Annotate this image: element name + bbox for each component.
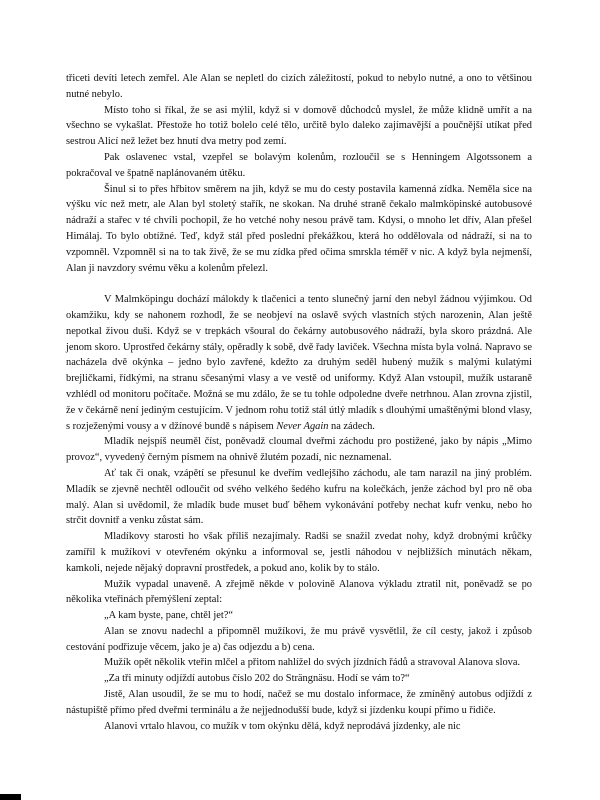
paragraph: Jistě, Alan usoudil, že se mu to hodí, načež se mu dostalo informace, že zmíněný autobus odjíždí z nástupiště přímo před dveřmi terminálu a že nejjednodušší bude, když si jízdenku koupí přímo u řidiče. [66,689,532,716]
paragraph-text: V Malmköpingu dochází málokdy k tlačenici a tento slunečný jarní den nebyl žádnou výjimkou. Od okamžiku, kdy se nahonem rozhodl, že se neobjeví na oslavě svých vlastních stých narozenin, Alan ještě nepotkal živou duši. Když se v trepkách všoural do čekárny autobusového nádraží, byla skoro prázdná. Ale jenom skoro. Uprostřed čekárny stály, opěradly k sobě, dvě řady laviček. Všechna místa byla volná. Napravo se nacházela dvě okýnka – jedno bylo zavřené, kdežto za druhým seděl hubený mužík s malými kulatými brejličkami, řídkými, na stranu sčesanými vlasy a ve vestě od uniformy. Když Alan vstoupil, mužík ustaraně vzhlédl od monitoru počítače. Možná se mu zdálo, že se tu tohle odpoledne dveře netrhnou. Alan zrovna zjistil, že v čekárně není jediným cestujícím. V jednom rohu totiž stál útlý mladík s dlouhými umaštěnými blond vlasy, s rozježenými vousy a v džínové bundě s nápisem [66,294,532,432]
paragraph: Místo toho si říkal, že se asi mýlil, když si v domově důchodců myslel, že může klidně umřít a na všechno se vykašlat. Přestože ho totiž bolelo celé tělo, určitě bylo daleko zajímavější a poučnější utíkat před sestrou Alicí než ležet bez hnutí dva metry pod zemí. [66,104,532,148]
jacket-inscription: Never Again [276,420,329,432]
paragraph: Alan se znovu nadechl a připomněl mužíkovi, že mu právě vysvětlil, že cíl cesty, jakož i způsob cestování podřizuje věcem, jako je a) čas odjezdu a b) cena. [66,625,532,653]
paragraph: Mladík nejspíš neuměl číst, poněvadž cloumal dveřmi záchodu pro postižené, jako by nápis „Mimo provoz“, vyvedený černým písmem na ohnivě žlutém pozadí, nic neznamenal. [66,436,532,464]
dialog-line: „A kam byste, pane, chtěl jet?“ [104,610,233,622]
paragraph: Alanovi vrtalo hlavou, co mužík v tom okýnku dělá, když neprodává jízdenky, ale nic [104,720,461,732]
dialog-line: „Za tři minuty odjíždí autobus číslo 202 do Strängnäsu. Hodí se vám to?“ [104,673,410,685]
paragraph [66,292,532,434]
paragraph: Pak oslavenec vstal, vzepřel se bolavým kolenům, rozloučil se s Henningem Algotssonem a pokračoval ve špatně naplánovaném útěku. [66,151,532,179]
paragraph: třiceti devíti letech zemřel. Ale Alan se nepletl do cizích záležitostí, pokud to nebylo nutné, a ono to většinou nutné nebylo. [66,73,532,100]
paragraph: Mužík opět několik vteřin mlčel a přitom nahlížel do svých jízdních řádů a stravoval Alanova slova. [104,657,521,669]
paragraph: Mladíkovy starosti ho však příliš nezajímaly. Radši se snažil zvedat nohy, když drobnými krůčky zamířil k mužíkovi v otevřeném okýnku a informoval se, jestli náhodou v nejbližších minutách někam, kamkoli, nejede nějaký dopravní prostředek, a pokud ano, kolik by to stálo. [66,531,532,574]
paragraph: Šinul si to přes hřbitov směrem na jih, když se mu do cesty postavila kamenná zídka. Neměla sice na výšku víc než metr, ale Alan byl stoletý stařík, ne skokan. Na druhé straně čekalo malmköpinské autobusové nádraží a stařec v té chvíli pochopil, že ho vetché nohy nesou právě tam. Kdysi, o mnoho let dřív, Alan přešel Himálaj. To bylo obtížné. Teď, když stál před poslední překážkou, která ho oddělovala od nádraží, si na to vzpomněl. Vzpomněl si na to tak živě, že se mu zídka před očima smrskla téměř v nic. A když byla nejmenší, Alan ji navzdory svému věku a kolenům přelezl. [66,183,532,274]
paragraph: Ať tak či onak, vzápětí se přesunul ke dveřím vedlejšího záchodu, ale tam narazil na jiný problém. Mladík se zjevně nechtěl odloučit od svého velkého šedého kufru na kolečkách, jenže záchod byl pro ně oba malý. Alan si uvědomil, že mladík bude muset buď během vykonávání potřeby nechat kufr venku, nebo ho strčit dovnitř a venku zůstat sám. [66,467,532,527]
paragraph: Mužík vypadal unaveně. A zřejmě někde v polovině Alanova výkladu ztratil nit, poněvadž se po několika vteřinách přemýšlení zeptal: [66,578,532,606]
paragraph-text-end: na zádech. [328,420,375,432]
book-page [66,71,532,734]
page-edge-mark [0,794,21,800]
